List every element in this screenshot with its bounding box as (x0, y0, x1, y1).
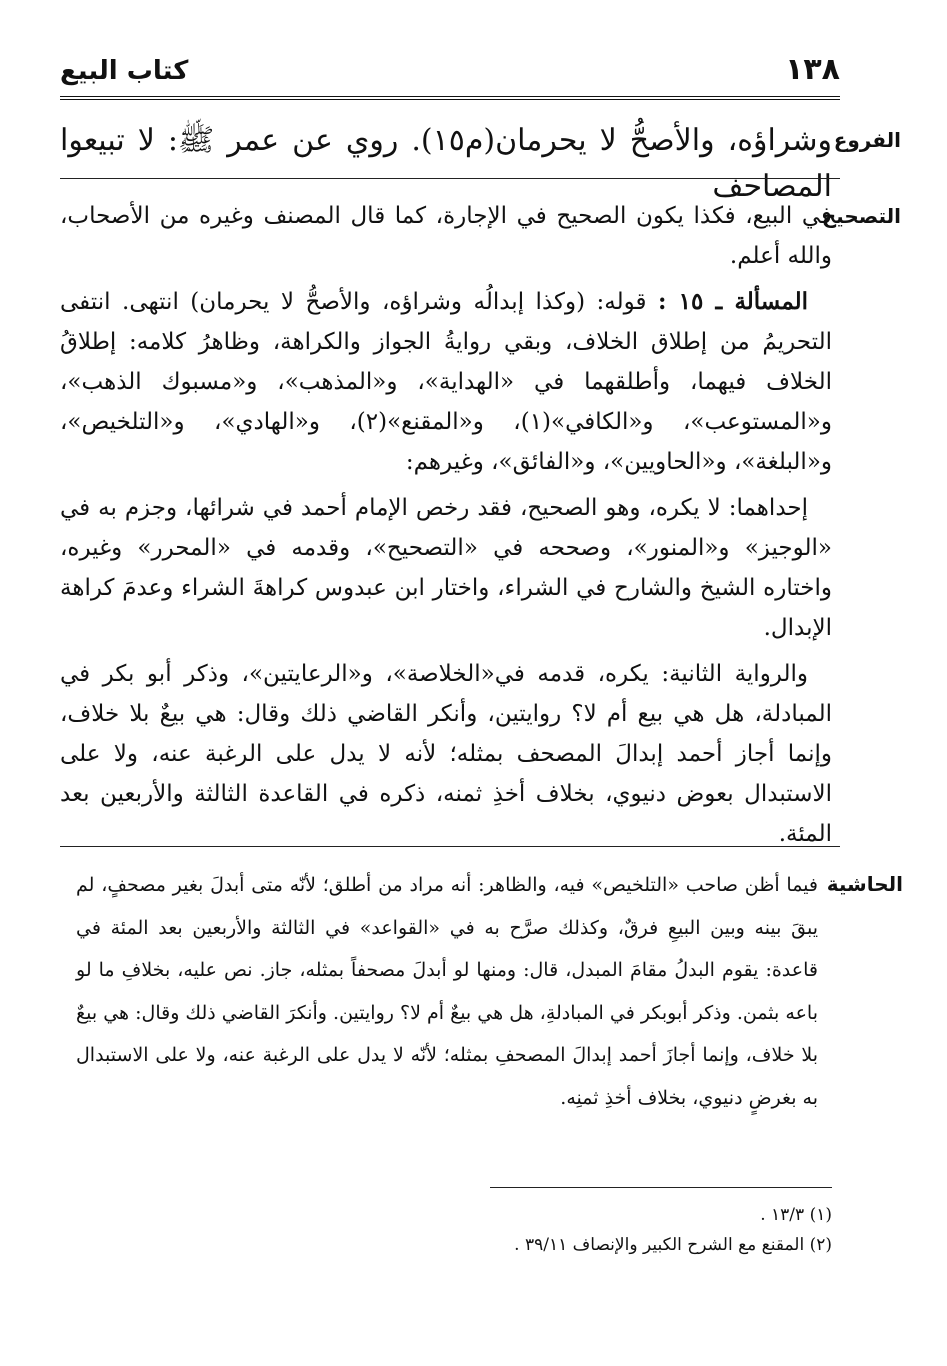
tashih-label: التصحيح (821, 204, 901, 228)
tashih-paragraph: إحداهما: لا يكره، وهو الصحيح، فقد رخص الإمام أحمد في شرائها، وجزم به في «الوجيز» و«المنور»، وصححه في «التصحيح»، وقدمه في «المحرر» وغيره، واختاره الشيخ والشارح في الشراء، واختار ابن عبدوس كراهةَ الشراء وعدمَ كراهة الإبدال. (60, 495, 832, 641)
masala-text: قوله: (وكذا إبدالُه وشراؤه، والأصحُّ لا يحرمان) انتهى. انتفى التحريمُ من إطلاق الخلاف، وبقي روايةُ الجواز والكراهة، وظاهرُ كلامه: إطلاقُ الخلاف فيهما، وأطلقهما في «الهداية»، و«المذهب»، و«مسبوك الذهب»، و«المستوعب»، و«الكافي»(١)، و«المقنع»(٢)، و«الهادي»، و«التلخيص»، و«البلغة»، و«الحاويين»، و«الفائق»، وغيرهم: (60, 289, 832, 475)
masala-paragraph (60, 282, 832, 482)
running-title: كتاب البيع (60, 56, 189, 86)
tashih-paragraph: في البيع، فكذا يكون الصحيح في الإجارة، كما قال المصنف وغيره من الأصحاب، والله أعلم. (60, 203, 832, 269)
furu-label: الفروع (833, 128, 901, 152)
hashiya-label: الحاشية (826, 872, 903, 896)
hashiya-body (76, 864, 818, 1119)
footnote-rule (490, 1187, 832, 1188)
footnote-item: (٢) المقنع مع الشرح الكبير والإنصاف ٣٩/١١ . (514, 1235, 832, 1255)
section-divider (60, 178, 840, 179)
hashiya-text: فيما أظن صاحب «التلخيص» فيه، والظاهر: أنه مراد من أطلق؛ لأنّه متى أبدلَ بغير مصحفٍ، لم يبقَ بينه وبين البيعِ فرقٌ، وكذلك صرَّح به في «القواعد» في الثالثة والأربعين بعد المئة في قاعدة: يقوم البدلُ مقامَ المبدل، قال: ومنها لو أبدلَ مصحفاً بمثله، جاز. نص عليه، بخلافِ ما لو باعه بثمن. وذكر أبوبكر في المبادلةِ، هل هي بيعٌ أم لا؟ روايتين. وأنكرَ القاضي ذلك وقال: هي بيعٌ بلا خلاف، وإنما أجازَ أحمد إبدالَ المصحفِ بمثله؛ لأنّه لا يدل على الرغبة عنه، ولا على الاستبدال به بغرضٍ دنيوي، بخلاف أخذِ ثمنِه. (76, 874, 818, 1109)
footnote-item: (١) ١٣/٣ . (760, 1205, 832, 1225)
footnotes (300, 1200, 832, 1260)
furu-text: وشراؤه، والأصحُّ لا يحرمان(م١٥). روي عن عمر ﷺ: لا تبيعوا المصاحف (60, 123, 832, 204)
section-divider (60, 846, 840, 847)
masala-label: المسألة ـ ١٥ : (657, 288, 809, 315)
page-number: ١٣٨ (785, 52, 840, 87)
header-rule (60, 96, 840, 100)
page-header (60, 50, 840, 94)
tashih-body (60, 196, 832, 860)
tashih-paragraph: والرواية الثانية: يكره، قدمه في«الخلاصة»، و«الرعايتين»، وذكر أبو بكر في المبادلة، هل هي بيع أم لا؟ روايتين، وأنكر القاضي ذلك وقال: هي بيعٌ بلا خلاف، وإنما أجاز أحمد إبدالَ المصحف بمثله؛ لأنه لا يدل على الرغبة عنه، ولا على الاستبدال بعوض دنيوي، بخلاف أخذِ ثمنه، ذكره في القاعدة الثالثة والأربعين بعد المئة. (60, 661, 832, 847)
